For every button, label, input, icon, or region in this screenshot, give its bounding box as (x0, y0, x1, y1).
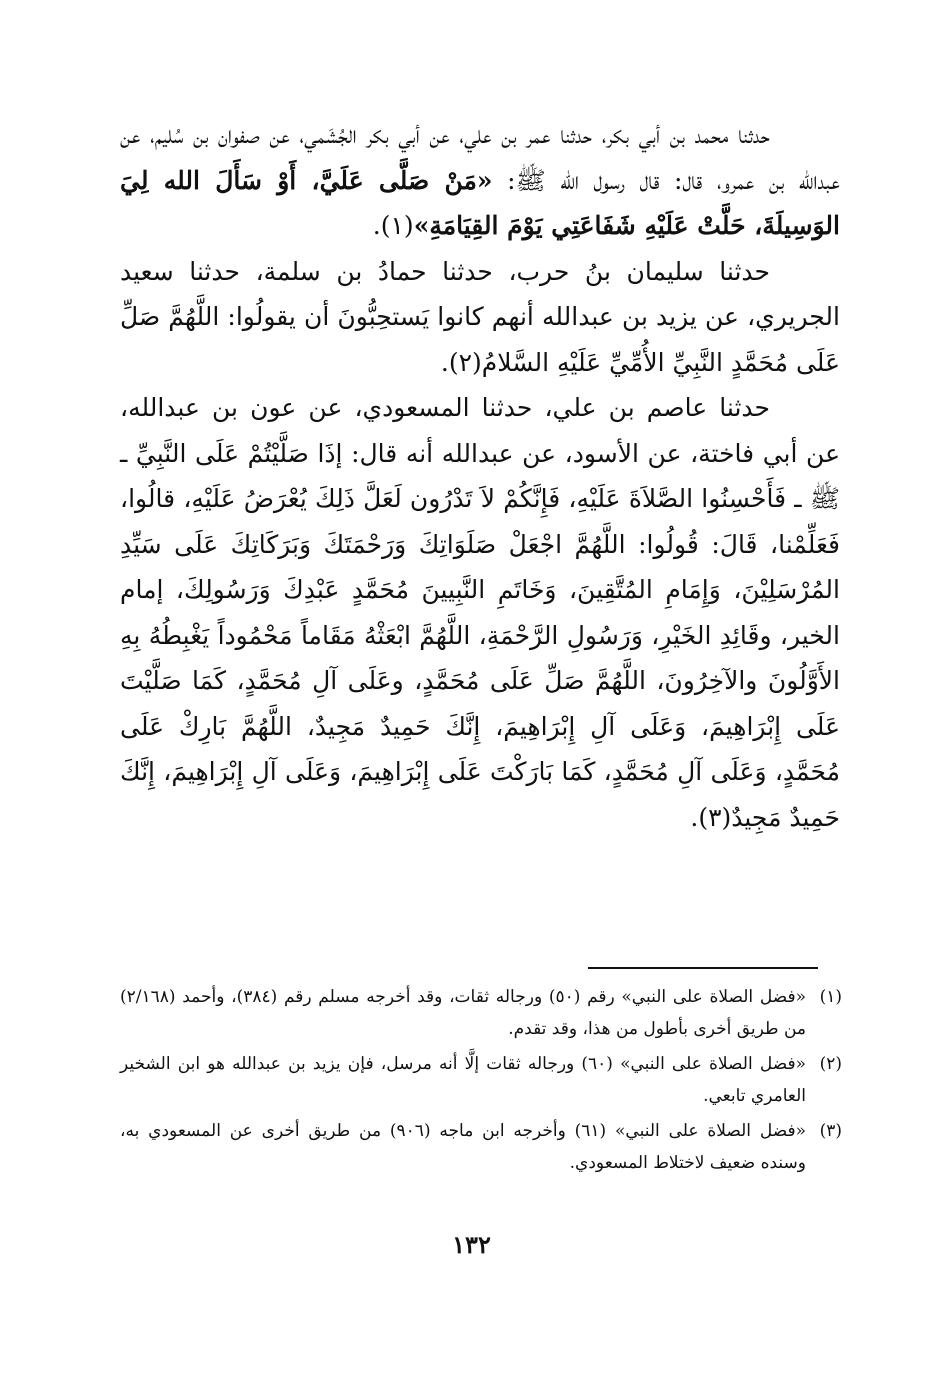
footnote-3-text: «فضل الصلاة على النبي» (٦١) وأخرجه ابن ماجه (٩٠٦) من طريق أخرى عن المسعودي به، وسنده ضعيف لاختلاط المسعودي. (120, 1121, 806, 1173)
paragraph-1 (120, 112, 840, 249)
footnote-3-number: (٣) (819, 1121, 842, 1141)
paragraph-3: حدثنا عاصم بن علي، حدثنا المسعودي، عن عون بن عبدالله، عن أبي فاختة، عن الأسود، عن عبدالله أنه قال: إذَا صَلَّيْتُمْ عَلَى النَّبِيِّ ـ ﷺ ـ فَأَحْسِنُوا الصَّلاَةَ عَلَيْهِ، فَإِنَّكُمْ لاَ تَدْرُون لَعَلَّ ذَلِكَ يُعْرَضُ عَلَيْهِ، قالُوا، فَعَلِّمْنا، قَالَ: قُولُوا: اللَّهُمَّ اجْعَلْ صَلَوَاتِكَ وَرَحْمَتَكَ وَبَرَكَاتِكَ عَلَى سَيِّدِ المُرْسَلِيْنَ، وَإِمَامِ المُتَّقِينَ، وَخَاتَمِ النَّبِيينَ مُحَمَّدٍ عَبْدِكَ وَرَسُولِكَ، إمام الخير، وقَائِدِ الخَيْرِ، وَرَسُولِ الرَّحْمَةِ، اللَّهُمَّ ابْعَثْهُ مَقَاماً مَحْمُوداً يَغْبِطُهُ بِهِ الأَوَّلُونَ والآخِرُونَ، اللَّهُمَّ صَلِّ عَلَى مُحَمَّدٍ، وعَلَى آلِ مُحَمَّدٍ، كَمَا صَلَّيْتَ عَلَى إِبْرَاهِيمَ، وَعَلَى آلِ إِبْرَاهِيمَ، إِنَّكَ حَمِيدٌ مَجِيدٌ، اللَّهُمَّ بَارِكْ عَلَى مُحَمَّدٍ، وَعَلَى آلِ مُحَمَّدٍ، كَمَا بَارَكْتَ عَلَى إِبْرَاهِيمَ، وَعَلَى آلِ إِبْرَاهِيمَ، إِنَّكَ حَمِيدٌ مَجِيدٌ(٣). (120, 393, 840, 832)
footnote-3 (120, 1116, 842, 1179)
footnote-2 (120, 1049, 842, 1112)
footnote-2-number: (٢) (819, 1054, 842, 1074)
paragraph-1-text: حدثنا محمد بن أبي بكر، حدثنا عمر بن علي، عن أبي بكر الجُشَمي، عن صفوان بن سُليم، عن عبدالله بن عمرو، قال: قال رسول الله ﷺ: (120, 120, 840, 195)
main-text (120, 112, 840, 840)
footnote-2-text: «فضل الصلاة على النبي» (٦٠) ورجاله ثقات إلَّا أنه مرسل، فإن يزيد بن عبدالله هو ابن الشخير العامري تابعي. (120, 1054, 806, 1106)
page-number: ١٣٢ (452, 1230, 491, 1259)
hadith-quote: «مَنْ صَلَّى عَلَيَّ، أَوْ سَأَلَ الله لِيَ الوَسِيلَةَ، حَلَّتْ عَلَيْهِ شَفَاعَتِي يَوْمَ القِيَامَةِ» (120, 165, 840, 240)
paragraph-1-tail: (١). (372, 211, 414, 240)
footnote-1-number: (١) (819, 987, 842, 1007)
paragraph-2: حدثنا سليمان بنُ حرب، حدثنا حمادُ بن سلمة، حدثنا سعيد الجريري، عن يزيد بن عبدالله أنهم كانوا يَستحِبُّونَ أن يقولُوا: اللَّهُمَّ صَلِّ عَلَى مُحَمَّدٍ النَّبِيِّ الأُمِّيِّ عَلَيْهِ السَّلامُ(٢). (120, 256, 840, 377)
footnote-1-text: «فضل الصلاة على النبي» رقم (٥٠) ورجاله ثقات، وقد أخرجه مسلم رقم (٣٨٤)، وأحمد (٢/١٦٨) من طريق أخرى بأطول من هذا، وقد تقدم. (120, 987, 806, 1039)
footnote-1 (120, 982, 842, 1045)
footnote-divider (588, 967, 818, 969)
footnotes (120, 982, 842, 1183)
